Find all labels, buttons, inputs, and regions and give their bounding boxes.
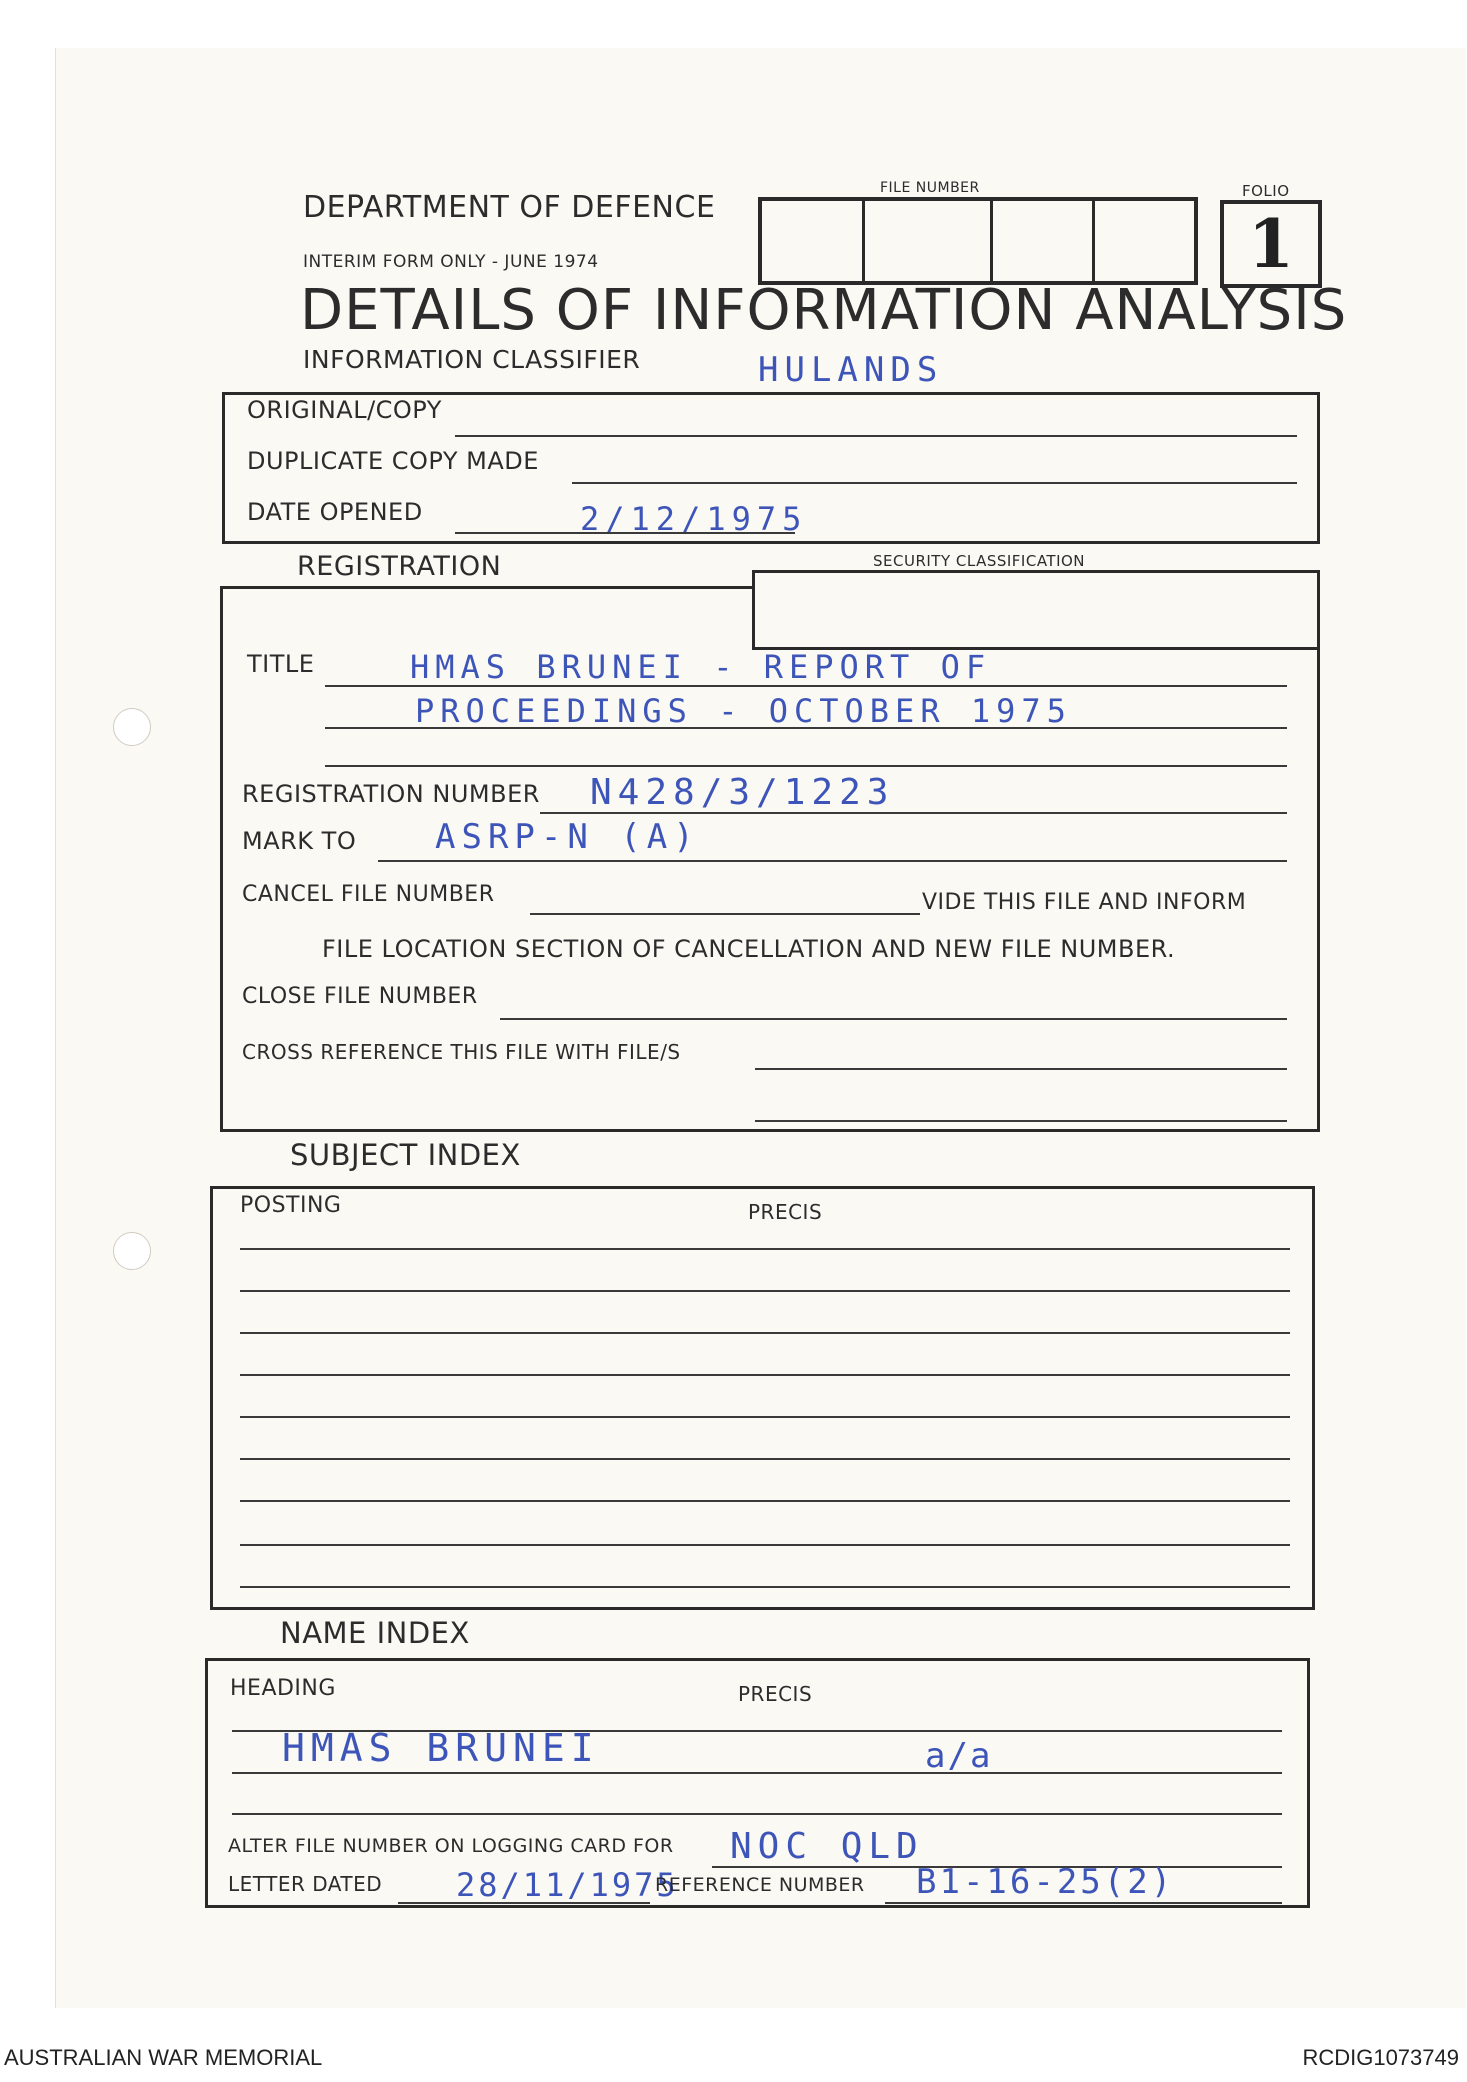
cross-reference-label: CROSS REFERENCE THIS FILE WITH FILE/S (242, 1040, 681, 1064)
reference-number-line[interactable] (885, 1902, 1282, 1904)
alter-file-number-value: NOC QLD (730, 1826, 924, 1867)
subject-line-7[interactable] (240, 1500, 1290, 1502)
title-line-2-value: PROCEEDINGS - OCTOBER 1975 (415, 692, 1072, 730)
cancel-file-number-label: CANCEL FILE NUMBER (242, 882, 495, 907)
name-line-2[interactable] (232, 1772, 1282, 1774)
mark-to-line[interactable] (378, 860, 1287, 862)
folio-box (1220, 200, 1322, 288)
subject-line-8[interactable] (240, 1544, 1290, 1546)
subject-line-9[interactable] (240, 1586, 1290, 1588)
name-index-heading: NAME INDEX (280, 1616, 470, 1650)
registration-number-value: N428/3/1223 (590, 772, 895, 813)
duplicate-copy-line[interactable] (572, 482, 1297, 484)
title-line-3[interactable] (325, 765, 1287, 767)
classifier-label: INFORMATION CLASSIFIER (303, 345, 641, 374)
date-opened-value: 2/12/1975 (580, 500, 808, 538)
subject-line-1[interactable] (240, 1248, 1290, 1250)
mark-to-label: MARK TO (242, 827, 357, 855)
subject-index-heading: SUBJECT INDEX (290, 1138, 521, 1172)
original-copy-label: ORIGINAL/COPY (247, 396, 442, 424)
title-line-1-value: HMAS BRUNEI - REPORT OF (410, 648, 992, 686)
duplicate-copy-label: DUPLICATE COPY MADE (247, 447, 539, 475)
registration-number-label: REGISTRATION NUMBER (242, 780, 540, 808)
file-location-instruction: FILE LOCATION SECTION OF CANCELLATION AND NEW FILE NUMBER. (322, 935, 1176, 963)
letter-dated-line[interactable] (398, 1902, 650, 1904)
vide-instruction: VIDE THIS FILE AND INFORM (922, 890, 1247, 915)
title-line-2[interactable] (325, 727, 1287, 729)
heading-label: HEADING (230, 1676, 336, 1701)
footer-record-id: RCDIG1073749 (1302, 2045, 1459, 2070)
registration-number-line[interactable] (540, 812, 1287, 814)
name-entry-value: HMAS BRUNEI (282, 1726, 600, 1770)
mark-to-value: ASRP-N (A) (435, 817, 700, 857)
name-entry-precis: a/a (925, 1736, 993, 1776)
subject-line-2[interactable] (240, 1290, 1290, 1292)
security-classification-label: SECURITY CLASSIFICATION (873, 552, 1086, 570)
footer-archive-name: AUSTRALIAN WAR MEMORIAL (4, 2045, 323, 2070)
alter-file-number-label: ALTER FILE NUMBER ON LOGGING CARD FOR (228, 1835, 674, 1857)
file-number-boxes[interactable] (758, 197, 1198, 285)
punch-hole-top (113, 708, 151, 746)
date-opened-line[interactable] (455, 532, 795, 534)
reference-number-value: B1-16-25(2) (916, 1862, 1175, 1902)
reference-number-label: REFERENCE NUMBER (655, 1874, 865, 1896)
file-number-label: FILE NUMBER (880, 180, 980, 196)
letter-dated-label: LETTER DATED (228, 1872, 383, 1896)
close-file-number-label: CLOSE FILE NUMBER (242, 984, 478, 1009)
registration-heading: REGISTRATION (297, 551, 502, 582)
cross-reference-line-2[interactable] (755, 1120, 1287, 1122)
folio-number: 1 (1248, 205, 1294, 283)
subject-line-6[interactable] (240, 1458, 1290, 1460)
date-opened-label: DATE OPENED (247, 498, 423, 526)
cancel-file-number-line[interactable] (530, 913, 920, 915)
name-precis-label: PRECIS (738, 1682, 813, 1706)
form-title: DETAILS OF INFORMATION ANALYSIS (300, 278, 1348, 343)
folio-label: FOLIO (1242, 182, 1290, 200)
name-line-3[interactable] (232, 1813, 1282, 1815)
subject-line-5[interactable] (240, 1416, 1290, 1418)
title-label: TITLE (247, 650, 315, 678)
classifier-value: HULANDS (758, 350, 944, 390)
subject-line-3[interactable] (240, 1332, 1290, 1334)
cross-reference-line-1[interactable] (755, 1068, 1287, 1070)
letter-dated-value: 28/11/1975 (456, 1866, 679, 1904)
interim-note: INTERIM FORM ONLY - JUNE 1974 (303, 252, 599, 272)
posting-label: POSTING (240, 1193, 342, 1218)
original-copy-line[interactable] (455, 435, 1297, 437)
close-file-number-line[interactable] (500, 1018, 1287, 1020)
subject-line-4[interactable] (240, 1374, 1290, 1376)
subject-precis-label: PRECIS (748, 1200, 823, 1224)
punch-hole-bottom (113, 1232, 151, 1270)
department-label: DEPARTMENT OF DEFENCE (303, 190, 716, 225)
name-line-1[interactable] (232, 1730, 1282, 1732)
title-line-1[interactable] (325, 685, 1287, 687)
